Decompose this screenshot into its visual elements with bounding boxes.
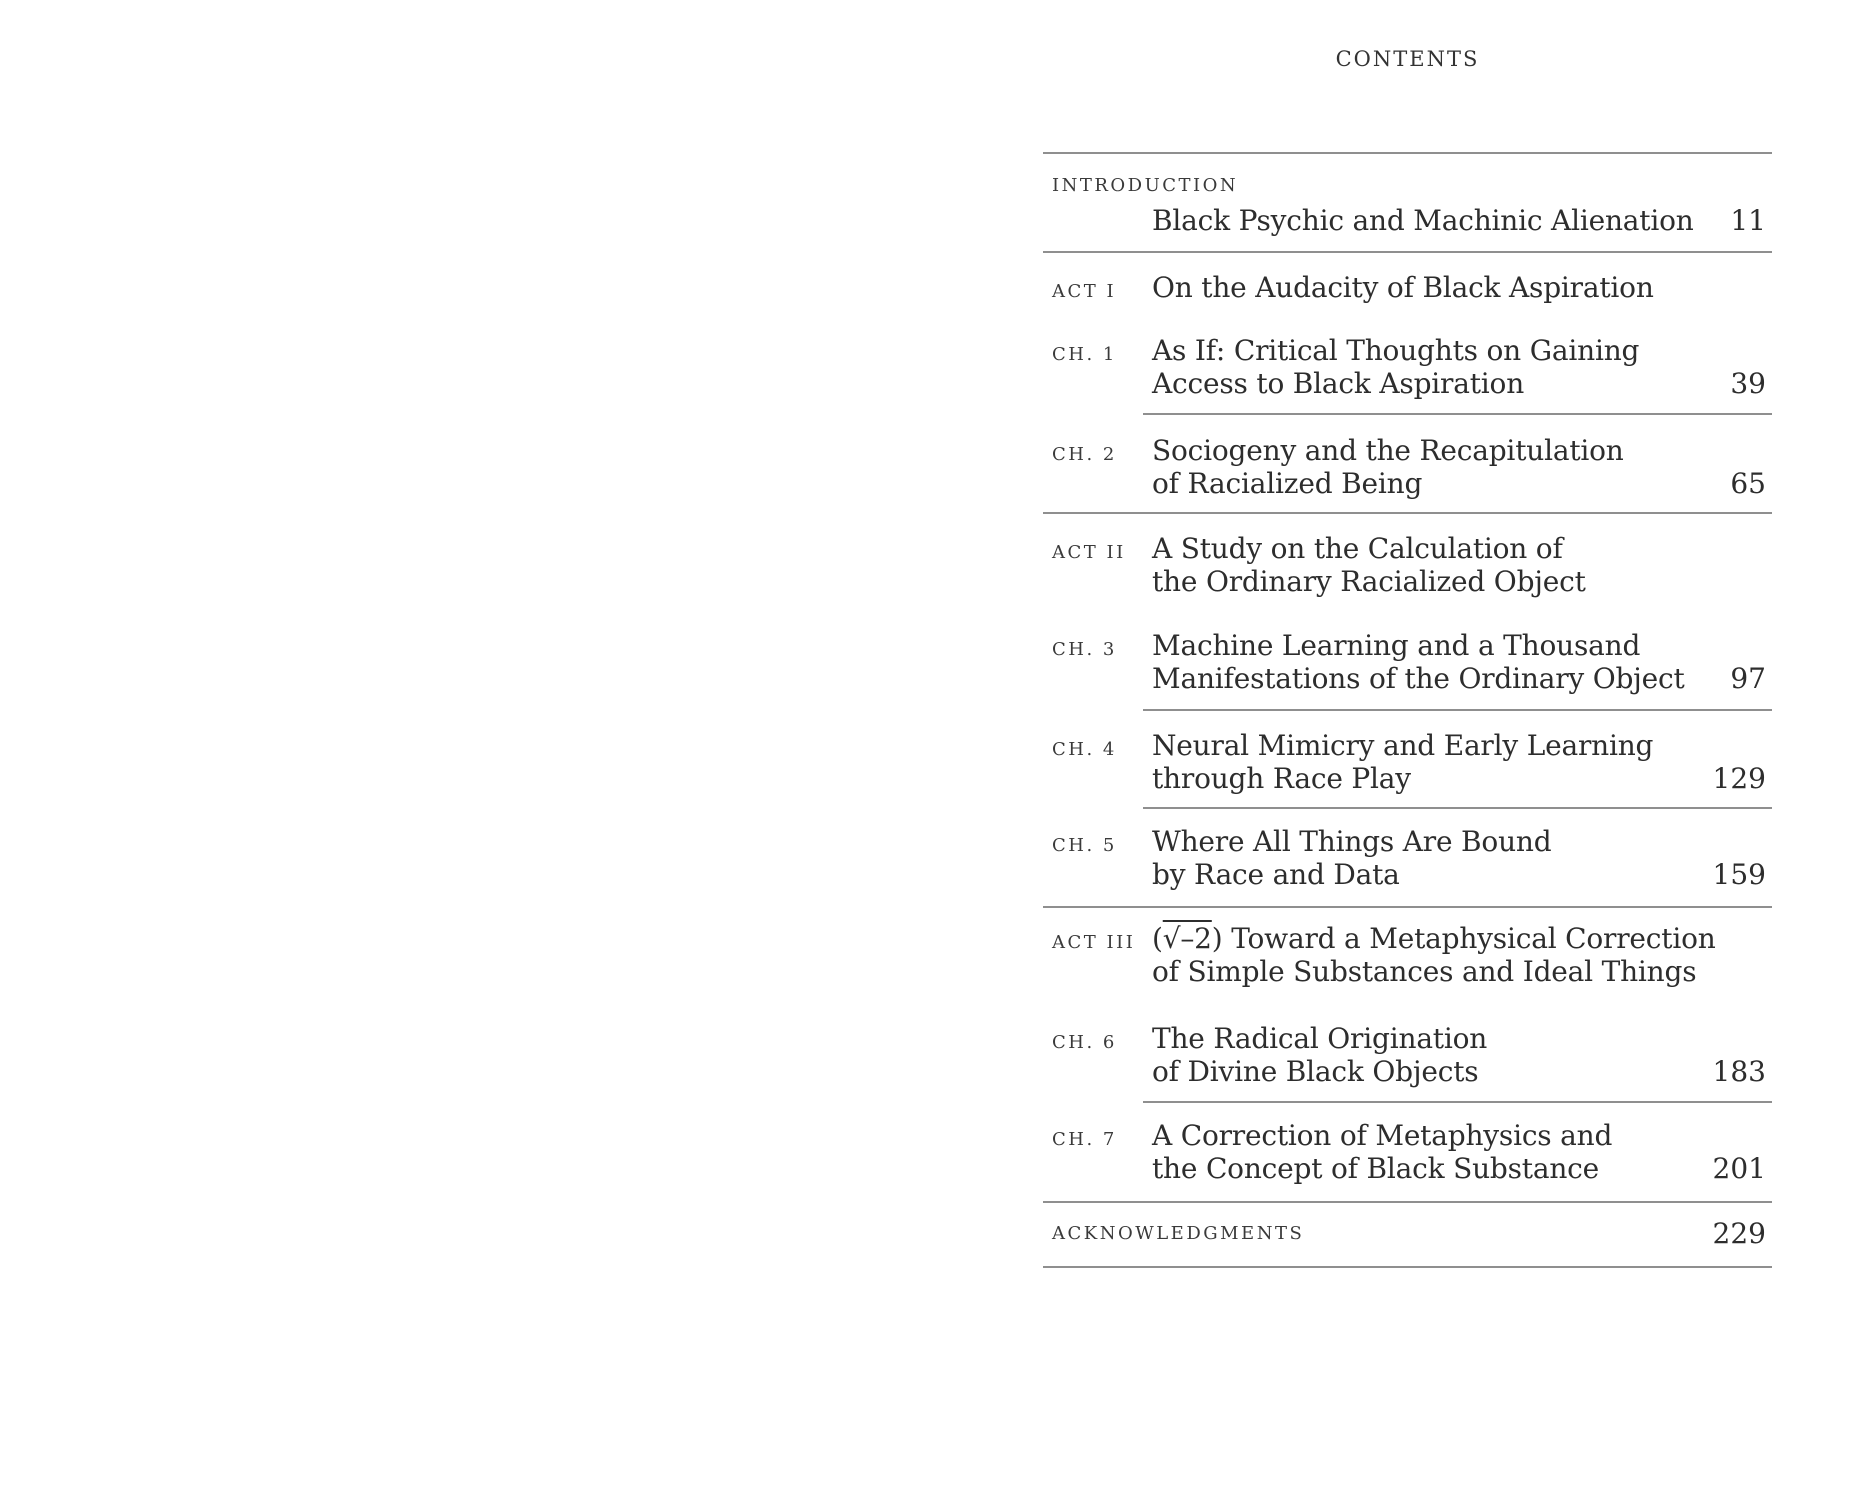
divider-rule: [1043, 1266, 1772, 1268]
toc-entry-ch-5: [1043, 825, 1772, 891]
divider-rule-indented: [1143, 807, 1772, 809]
table-of-contents: [1043, 0, 1772, 1500]
toc-entry-ch-7: [1043, 1119, 1772, 1185]
toc-entry-page-number: 11: [1730, 204, 1766, 237]
toc-entry-label: CH. 6: [1052, 1032, 1117, 1053]
toc-entry-title: A Study on the Calculation of the Ordinary Racialized Object: [1152, 532, 1586, 598]
toc-entry-title: Sociogeny and the Recapitulation of Racialized Being: [1152, 434, 1624, 500]
toc-entry-introduction: [1043, 204, 1772, 237]
toc-entry-title: The Radical Origination of Divine Black Objects: [1152, 1022, 1488, 1088]
divider-rule: [1043, 1201, 1772, 1203]
toc-entry-ch-2: [1043, 434, 1772, 500]
toc-entry-label: CH. 7: [1052, 1129, 1117, 1150]
toc-entry-label: CH. 2: [1052, 444, 1117, 465]
toc-entry-page-number: 97: [1730, 662, 1766, 695]
divider-rule-indented: [1143, 709, 1772, 711]
divider-rule: [1043, 152, 1772, 154]
toc-label-introduction: INTRODUCTION: [1052, 175, 1239, 196]
divider-rule: [1043, 906, 1772, 908]
toc-entry-title: Black Psychic and Machinic Alienation: [1152, 204, 1694, 237]
toc-entry-title: A Correction of Metaphysics and the Concept of Black Substance: [1152, 1119, 1613, 1185]
toc-entry-title: On the Audacity of Black Aspiration: [1152, 271, 1654, 304]
toc-entry-title: Machine Learning and a Thousand Manifestations of the Ordinary Object: [1152, 629, 1685, 695]
toc-entry-label: ACT III: [1052, 932, 1136, 953]
toc-entry-title: (√–2) Toward a Metaphysical Correction of Simple Substances and Ideal Things: [1152, 922, 1716, 988]
page-title: CONTENTS: [1335, 47, 1480, 71]
toc-entry-page-number: 183: [1712, 1055, 1766, 1088]
divider-rule-indented: [1143, 1101, 1772, 1103]
toc-entry-ch-1: [1043, 334, 1772, 400]
toc-entry-label: ACKNOWLEDGMENTS: [1052, 1223, 1305, 1244]
toc-entry-page-number: 201: [1712, 1152, 1766, 1185]
toc-entry-title: Where All Things Are Bound by Race and Data: [1152, 825, 1552, 891]
divider-rule: [1043, 512, 1772, 514]
toc-entry-ch-6: [1043, 1022, 1772, 1088]
toc-entry-act-1: [1043, 271, 1772, 308]
toc-entry-label: CH. 1: [1052, 344, 1117, 365]
toc-entry-label: CH. 4: [1052, 739, 1117, 760]
toc-entry-page-number: 159: [1712, 858, 1766, 891]
radical-suffix: ) Toward a Metaphysical Correction: [1211, 922, 1716, 955]
toc-entry-title: Neural Mimicry and Early Learning through Race Play: [1152, 729, 1654, 795]
toc-entry-label: ACT II: [1052, 542, 1126, 563]
toc-entry-acknowledgments: [1043, 1217, 1772, 1250]
toc-entry-label: CH. 3: [1052, 639, 1117, 660]
radical-prefix: (: [1152, 922, 1163, 955]
toc-entry-title: As If: Critical Thoughts on Gaining Access to Black Aspiration: [1152, 334, 1640, 400]
divider-rule-indented: [1143, 413, 1772, 415]
toc-entry-page-number: 129: [1712, 762, 1766, 795]
radical-expression: √–2: [1162, 922, 1212, 955]
toc-entry-act-3: [1043, 922, 1772, 988]
toc-entry-act-2: [1043, 532, 1772, 598]
toc-entry-label: CH. 5: [1052, 835, 1117, 856]
toc-entry-page-number: 39: [1730, 367, 1766, 400]
toc-entry-page-number: 229: [1712, 1217, 1766, 1250]
toc-entry-ch-4: [1043, 729, 1772, 795]
toc-entry-label: ACT I: [1052, 281, 1117, 302]
divider-rule: [1043, 251, 1772, 253]
toc-entry-page-number: 65: [1730, 467, 1766, 500]
toc-entry-ch-3: [1043, 629, 1772, 695]
